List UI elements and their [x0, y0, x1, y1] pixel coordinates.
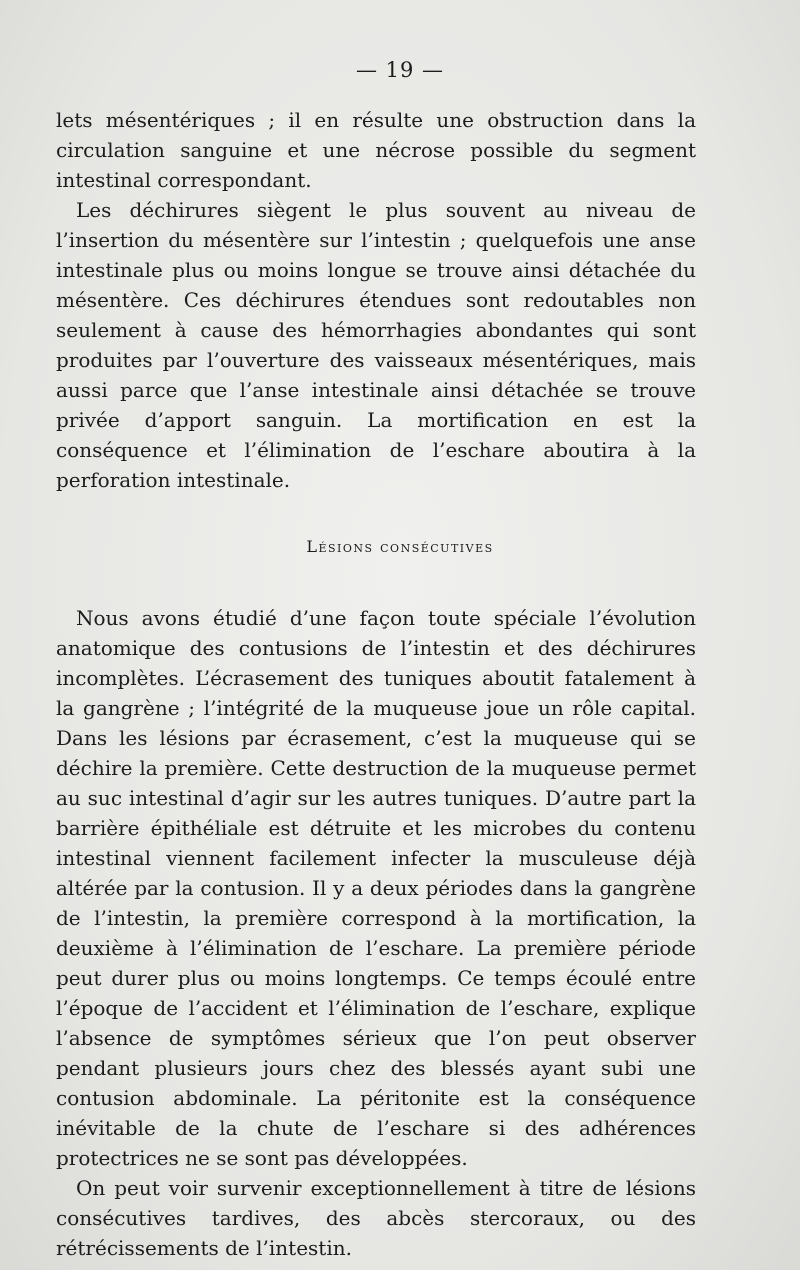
page-number: — 19 —	[355, 58, 445, 82]
paragraph: Les déchirures siègent le plus souvent au niveau de l’insertion du mésentère sur l’intestin ; quelquefois une anse intestinale plus ou moins longue se trouve ainsi détachée du mésentère. Ces déchirures étendues sont redoutables non seulement à cause des hémorrhagies abondantes qui sont produites par l’ouverture des vaisseaux mésentériques, mais aussi parce que l’anse intestinale ainsi détachée se trouve privée d’apport sanguin. La mortification en est la conséquence et l’élimination de l’eschare aboutira à la perforation intestinale.	[56, 198, 696, 492]
section-heading: Lésions consécutives	[306, 537, 494, 556]
paragraph: Nous avons étudié d’une façon toute spéciale l’évolution anatomique des contusions de l’intestin et des déchirures incomplètes. L’écrasement des tuniques aboutit fatalement à la gangrène ; l’intégrité de la muqueuse joue un rôle capital. Dans les lésions par écrasement, c’est la muqueuse qui se déchire la première. Cette destruction de la muqueuse permet au suc intestinal d’agir sur les autres tuniques. D’autre part la barrière épithéliale est détruite et les microbes du contenu intestinal viennent facilement infecter la musculeuse déjà altérée par la contusion. Il y a deux périodes dans la gangrène de l’intestin, la première correspond à la mortification, la deuxième à l’élimination de l’eschare. La première période peut durer plus ou moins longtemps. Ce temps écoulé entre l’époque de l’accident et l’élimination de l’eschare, explique l’absence de symptômes sérieux que l’on peut observer pendant plusieurs jours chez des blessés ayant subi une contusion abdominale. La péritonite est la conséquence inévitable de la chute de l’eschare si des adhérences protectrices ne se sont pas développées.	[56, 606, 696, 1170]
text-block-after	[56, 603, 696, 1263]
paragraph: On peut voir survenir exceptionnellement à titre de lésions consécutives tardives, des abcès stercoraux, ou des rétrécissements de l’intestin.	[56, 1176, 696, 1260]
text-block-before	[56, 105, 696, 495]
paragraph: lets mésentériques ; il en résulte une obstruction dans la circulation sanguine et une nécrose possible du segment intestinal correspondant.	[56, 108, 696, 192]
